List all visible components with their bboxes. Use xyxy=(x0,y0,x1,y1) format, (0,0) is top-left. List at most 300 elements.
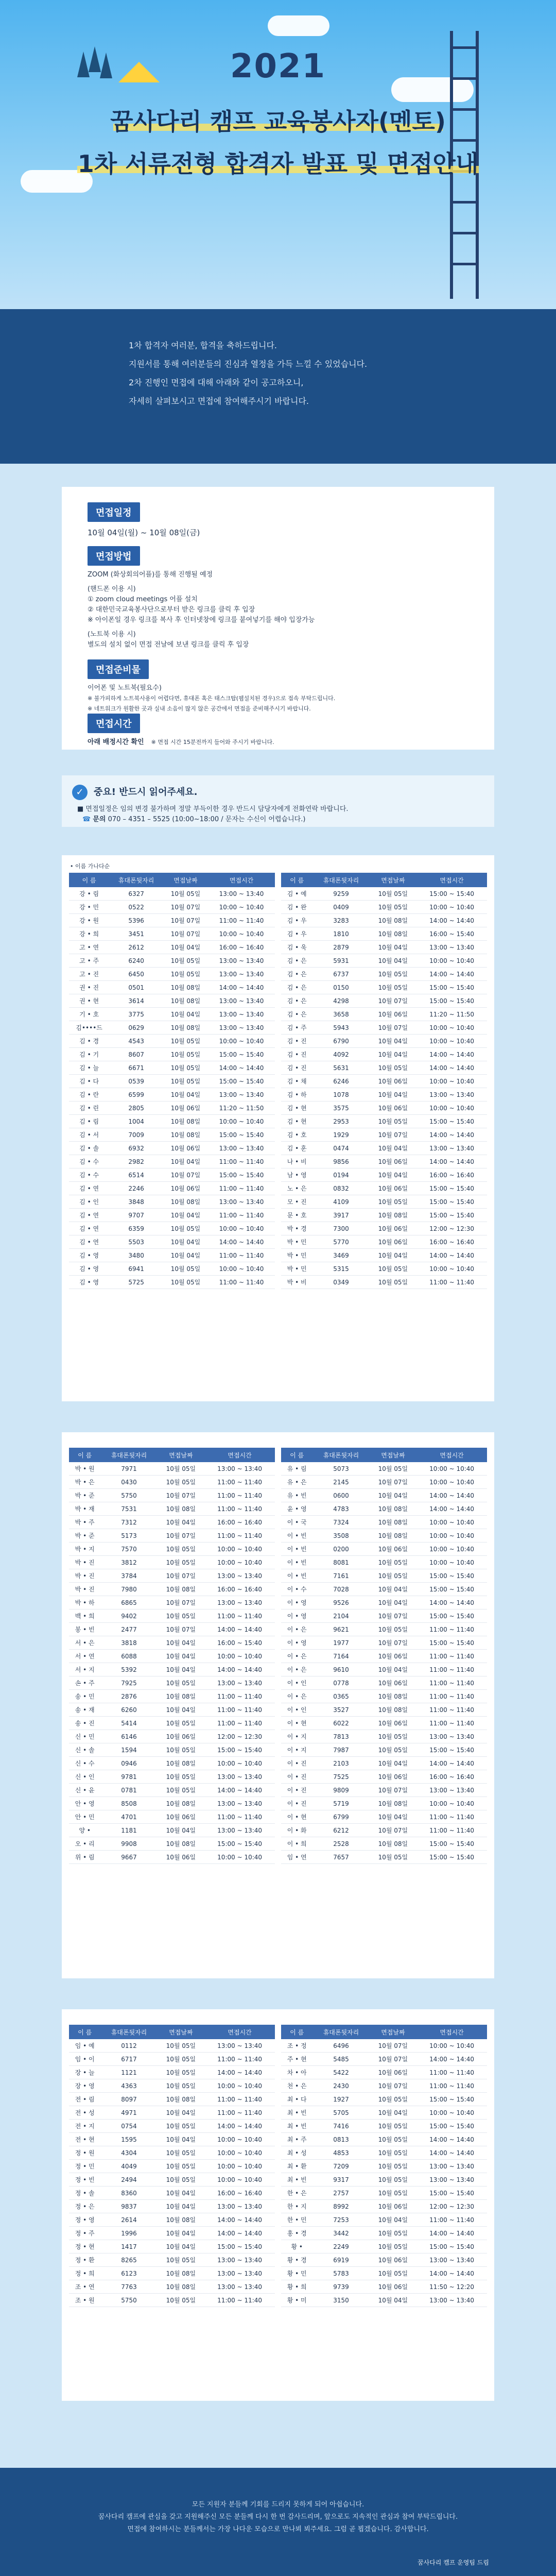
table-cell: 13:00 ~ 13:40 xyxy=(416,1730,487,1743)
table-row xyxy=(281,1676,487,1690)
table-cell: 2879 xyxy=(312,941,369,954)
method-title: 면접방법 xyxy=(88,546,140,566)
table-cell: 이 • 영 xyxy=(281,1636,312,1650)
table-cell: 김••••드 xyxy=(69,1021,109,1035)
table-cell: 10:00 ~ 10:40 xyxy=(208,1222,275,1235)
table-cell: 10월 04일 xyxy=(370,1249,417,1262)
table-cell: 10월 05일 xyxy=(370,901,417,914)
table-row xyxy=(281,1784,487,1797)
table-cell: 13:00 ~ 13:40 xyxy=(208,954,275,968)
table-cell: 10월 05일 xyxy=(370,1623,417,1636)
table-row xyxy=(69,901,275,914)
table-cell: 15:00 ~ 15:40 xyxy=(416,1837,487,1851)
table-cell: 10월 04일 xyxy=(158,1650,205,1663)
table-cell: 10월 04일 xyxy=(370,1142,417,1155)
table-cell: 12:00 ~ 12:30 xyxy=(416,2200,487,2213)
table-cell: 차 • 아 xyxy=(281,2066,312,2079)
table-cell: 11:00 ~ 11:40 xyxy=(416,1676,487,1690)
table-cell: 정 • 원 xyxy=(69,2146,100,2160)
table-cell: 16:00 ~ 16:40 xyxy=(416,1770,487,1784)
table-cell: 10월 07일 xyxy=(163,927,208,941)
table-cell: 14:00 ~ 14:40 xyxy=(416,1489,487,1502)
table-cell: 6919 xyxy=(312,2253,369,2267)
table-cell: 10:00 ~ 10:40 xyxy=(416,954,487,968)
table-cell: 이 • 영 xyxy=(281,1596,312,1609)
table-cell: 13:00 ~ 13:40 xyxy=(208,968,275,981)
table-cell: 3283 xyxy=(312,914,369,927)
table-cell: 10월 08일 xyxy=(163,1128,208,1142)
table-cell: 13:00 ~ 13:40 xyxy=(416,2294,487,2307)
table-cell: 10월 05일 xyxy=(158,1784,205,1797)
table-row xyxy=(69,1797,275,1810)
table-row xyxy=(281,2039,487,2053)
table-cell: 1594 xyxy=(100,1743,157,1757)
table-cell: 강 • 림 xyxy=(69,887,109,901)
table-cell: 최 • 다 xyxy=(281,2093,312,2106)
table-cell: 서 • 은 xyxy=(69,1636,100,1650)
table-row xyxy=(281,1276,487,1289)
table-cell: 11:00 ~ 11:40 xyxy=(204,1529,275,1543)
table-row xyxy=(69,1476,275,1489)
column-header: 면접날짜 xyxy=(370,1448,417,1462)
footer xyxy=(0,2468,556,2576)
table-row xyxy=(69,2066,275,2079)
table-row xyxy=(281,914,487,927)
table-cell: 11:00 ~ 11:40 xyxy=(416,2213,487,2227)
table-cell: 이 • 은 xyxy=(281,1663,312,1676)
column-header: 휴대폰뒷자리 xyxy=(100,2025,157,2039)
table-cell: 15:00 ~ 15:40 xyxy=(416,1851,487,1864)
table-cell: 10월 05일 xyxy=(370,2173,417,2187)
table-row xyxy=(69,2053,275,2066)
table-cell: 10월 04일 xyxy=(163,941,208,954)
table-cell: 10:00 ~ 10:40 xyxy=(204,1556,275,1569)
table-cell: 10월 04일 xyxy=(163,1249,208,1262)
table-cell: 13:00 ~ 13:40 xyxy=(204,2253,275,2267)
table-cell: 2982 xyxy=(109,1155,163,1168)
table-cell: 김 • 린 xyxy=(69,1101,109,1115)
table-cell: 한 • 민 xyxy=(281,2213,312,2227)
table-cell: 5392 xyxy=(100,1663,157,1676)
table-cell: 2953 xyxy=(312,1115,369,1128)
table-cell: 5503 xyxy=(109,1235,163,1249)
table-cell: 14:00 ~ 14:40 xyxy=(416,1128,487,1142)
table-cell: 16:00 ~ 16:40 xyxy=(416,1235,487,1249)
table-cell: 김 • 완 xyxy=(281,901,312,914)
table-cell: 임 • 이 xyxy=(69,2053,100,2066)
table-cell: 6246 xyxy=(312,1075,369,1088)
table-row xyxy=(69,887,275,901)
table-cell: 최 • 빈 xyxy=(281,2106,312,2120)
table-cell: 7971 xyxy=(100,1462,157,1476)
table-cell: 16:00 ~ 16:40 xyxy=(204,2187,275,2200)
table-row xyxy=(281,2066,487,2079)
table-cell: 10월 04일 xyxy=(163,1008,208,1021)
table-cell: 정 • 현 xyxy=(69,2240,100,2253)
table-cell: 0832 xyxy=(312,1182,369,1195)
table-row xyxy=(281,1583,487,1596)
table-row xyxy=(281,1703,487,1717)
table-cell: 1810 xyxy=(312,927,369,941)
table-cell: 최 • 주 xyxy=(281,2133,312,2146)
table-cell: 6260 xyxy=(100,1703,157,1717)
table-cell: 16:00 ~ 15:40 xyxy=(416,927,487,941)
table-row xyxy=(69,1650,275,1663)
table-row xyxy=(281,2106,487,2120)
table-cell: 0365 xyxy=(312,1690,369,1703)
table-cell: 10월 08일 xyxy=(158,1757,205,1770)
table-cell: 2494 xyxy=(100,2173,157,2187)
table-cell: 11:00 ~ 11:40 xyxy=(208,1182,275,1195)
table-cell: 3150 xyxy=(312,2294,369,2307)
table-cell: 이 • 희 xyxy=(281,1837,312,1851)
table-row xyxy=(69,2133,275,2146)
table-cell: 14:00 ~ 14:40 xyxy=(416,2146,487,2160)
table-cell: 10월 05일 xyxy=(158,1770,205,1784)
method-line: ② 대한민국교육봉사단으로부터 받은 링크를 클릭 후 입장 xyxy=(88,606,255,614)
table-cell: 10월 06일 xyxy=(158,1810,205,1824)
table-cell: 7980 xyxy=(100,1583,157,1596)
table-row xyxy=(69,1209,275,1222)
table-cell: 김 • 연 xyxy=(69,1222,109,1235)
intro-line: 자세히 살펴보시고 면접에 참여해주시기 바랍니다. xyxy=(129,396,309,406)
method-line: ※ 아이폰일 경우 링크를 복사 후 인터넷창에 링크를 붙여넣기를 해야 입장가능 xyxy=(88,616,315,624)
table-cell: 이 • 수 xyxy=(281,1583,312,1596)
table-cell: 14:00 ~ 14:40 xyxy=(204,2066,275,2079)
table-row xyxy=(281,1476,487,1489)
table-cell: 7925 xyxy=(100,1676,157,1690)
table-cell: 10월 04일 xyxy=(158,2200,205,2213)
table-cell: 8360 xyxy=(100,2187,157,2200)
table-cell: 10월 08일 xyxy=(370,914,417,927)
table-cell: 10월 05일 xyxy=(158,2120,205,2133)
table-cell: 14:00 ~ 14:40 xyxy=(416,1061,487,1075)
table-row xyxy=(69,1784,275,1797)
table-row xyxy=(69,1824,275,1837)
table-cell: 이 • 은 xyxy=(281,1623,312,1636)
table-cell: 2145 xyxy=(312,1476,369,1489)
table-cell: 11:00 ~ 11:40 xyxy=(204,1810,275,1824)
column-header: 이 름 xyxy=(281,873,312,887)
table-cell: 10월 05일 xyxy=(370,2267,417,2280)
table-cell: 김 • 은 xyxy=(281,954,312,968)
notice-line: ■ 면접일정은 임의 변경 불가하며 정말 부득이한 경우 반드시 담당자에게 전화연락 바랍니다. xyxy=(77,805,349,813)
table-cell: 6240 xyxy=(109,954,163,968)
table-cell: 1121 xyxy=(100,2066,157,2079)
table-cell: 이 • 은 xyxy=(281,1650,312,1663)
table-cell: 10:00 ~ 10:40 xyxy=(204,1757,275,1770)
time-title: 면접시간 xyxy=(88,714,140,733)
table-cell: 14:00 ~ 14:40 xyxy=(204,2213,275,2227)
table-cell: 이 • 진 xyxy=(281,1797,312,1810)
table-cell: 10월 04일 xyxy=(370,1810,417,1824)
table-cell: 11:00 ~ 11:40 xyxy=(208,914,275,927)
table-cell: 7009 xyxy=(109,1128,163,1142)
table-cell: 10월 05일 xyxy=(163,1048,208,1061)
table-cell: 2876 xyxy=(100,1690,157,1703)
table-cell: 10월 08일 xyxy=(370,1837,417,1851)
table-cell: 15:00 ~ 15:40 xyxy=(416,1569,487,1583)
table-cell: 5750 xyxy=(100,1489,157,1502)
table-cell: 10월 04일 xyxy=(370,2213,417,2227)
table-cell: 11:00 ~ 11:40 xyxy=(416,2079,487,2093)
schedule-table xyxy=(69,2025,275,2307)
column-header: 면접시간 xyxy=(204,1448,275,1462)
table-cell: 10월 04일 xyxy=(158,2240,205,2253)
table-cell: 이 • 지 xyxy=(281,1730,312,1743)
table-row xyxy=(281,2079,487,2093)
table-cell: 신 • 민 xyxy=(69,1730,100,1743)
table-cell: 5931 xyxy=(312,954,369,968)
table-row xyxy=(69,1155,275,1168)
table-cell: 김 • 다 xyxy=(69,1075,109,1088)
table-row xyxy=(69,1690,275,1703)
table-cell: 13:00 ~ 13:40 xyxy=(208,1021,275,1035)
table-cell: 이 • 진 xyxy=(281,1770,312,1784)
contact-number: 070 – 4351 – 5525 (10:00~18:00 / 문자는 수신이 어렵습니다.) xyxy=(108,816,306,823)
table-cell: 10월 06일 xyxy=(370,1676,417,1690)
table-cell: 7531 xyxy=(100,1502,157,1516)
table-cell: 10월 08일 xyxy=(370,1209,417,1222)
table-cell: 10월 05일 xyxy=(370,1851,417,1864)
table-cell: 봉 • 빈 xyxy=(69,1623,100,1636)
table-cell: 10월 08일 xyxy=(370,1703,417,1717)
table-cell: 10월 08일 xyxy=(163,1195,208,1209)
table-cell: 9856 xyxy=(312,1155,369,1168)
table-cell: 5396 xyxy=(109,914,163,927)
table-row xyxy=(69,1569,275,1583)
interview-info-panel xyxy=(62,487,494,750)
table-cell: 박 • 민 xyxy=(281,1249,312,1262)
table-row xyxy=(69,2267,275,2280)
table-cell: 9739 xyxy=(312,2280,369,2294)
table-header-row xyxy=(281,2025,487,2039)
table-cell: 10월 08일 xyxy=(158,1502,205,1516)
table-cell: 15:00 ~ 15:40 xyxy=(416,1182,487,1195)
table-cell: 신 • 인 xyxy=(69,1770,100,1784)
table-cell: 8508 xyxy=(100,1797,157,1810)
method-line: ZOOM (화상회의어플)를 통해 진행될 예정 xyxy=(88,571,213,579)
table-cell: 10월 05일 xyxy=(370,1262,417,1276)
intro-line: 1차 합격자 여러분, 합격을 축하드립니다. xyxy=(129,341,277,350)
time-note: ※ 면접 시간 15분전까지 들어와 주시기 바랍니다. xyxy=(151,739,274,745)
table-cell: 9402 xyxy=(100,1609,157,1623)
table-cell: 10월 08일 xyxy=(370,1529,417,1543)
table-cell: 15:00 ~ 15:40 xyxy=(416,1743,487,1757)
table-cell: 황 • 미 xyxy=(281,2294,312,2307)
table-row xyxy=(69,2146,275,2160)
column-header: 휴대폰뒷자리 xyxy=(312,2025,369,2039)
table-cell: 15:00 ~ 15:40 xyxy=(204,2240,275,2253)
table-cell: 7161 xyxy=(312,1569,369,1583)
table-row xyxy=(281,2053,487,2066)
schedule-table xyxy=(281,873,487,1289)
prep-line: ※ 불가피하게 노트북사용이 어렵다면, 휴대폰 혹은 태스크탑(웹설치된 경우)으로 접속 부탁드립니다. xyxy=(88,695,336,702)
table-cell: 13:00 ~ 13:40 xyxy=(416,2173,487,2187)
table-cell: 박 • 준 xyxy=(69,1529,100,1543)
table-row xyxy=(69,1182,275,1195)
column-header: 면접시간 xyxy=(204,2025,275,2039)
table-cell: 10:00 ~ 10:40 xyxy=(208,927,275,941)
table-cell: 14:00 ~ 14:40 xyxy=(416,2267,487,2280)
table-cell: 1595 xyxy=(100,2133,157,2146)
table-cell: 정 • 영 xyxy=(69,2213,100,2227)
schedule-table xyxy=(281,1448,487,1864)
table-cell: 유 • 림 xyxy=(281,1462,312,1476)
time-label: 아래 배정시간 확인 xyxy=(88,738,144,746)
table-row xyxy=(281,1182,487,1195)
table-row xyxy=(281,1650,487,1663)
table-cell: 15:00 ~ 15:40 xyxy=(416,887,487,901)
table-cell: 11:00 ~ 11:40 xyxy=(416,2066,487,2079)
table-cell: 박 • 원 xyxy=(69,1462,100,1476)
table-row xyxy=(281,2280,487,2294)
table-cell: 정 • 솔 xyxy=(69,2187,100,2200)
table-cell: 10월 08일 xyxy=(370,1797,417,1810)
method-line: 별도의 설치 없이 면접 전날에 보낸 링크를 클릭 후 입장 xyxy=(88,641,249,649)
table-cell: 10월 05일 xyxy=(158,1543,205,1556)
table-cell: 3917 xyxy=(312,1209,369,1222)
table-row xyxy=(281,2240,487,2253)
table-cell: 0501 xyxy=(109,981,163,994)
table-cell: 김 • 수 xyxy=(69,1168,109,1182)
table-row xyxy=(69,1623,275,1636)
table-cell: 10월 05일 xyxy=(370,2187,417,2200)
table-cell: 10월 05일 xyxy=(163,1276,208,1289)
table-cell: 10월 06일 xyxy=(370,1182,417,1195)
table-row xyxy=(69,1770,275,1784)
table-cell: 10월 07일 xyxy=(370,1784,417,1797)
table-cell: 14:00 ~ 14:40 xyxy=(416,2133,487,2146)
table-cell: 한 • 지 xyxy=(281,2200,312,2213)
table-row xyxy=(69,2227,275,2240)
notice-title: 중요! 반드시 읽어주세요. xyxy=(94,787,198,798)
table-row xyxy=(281,1021,487,1035)
table-cell: 0349 xyxy=(312,1276,369,1289)
table-cell: 3614 xyxy=(109,994,163,1008)
table-cell: 7324 xyxy=(312,1516,369,1529)
table-row xyxy=(69,2280,275,2294)
table-cell: 9908 xyxy=(100,1837,157,1851)
table-cell: 10월 07일 xyxy=(370,2053,417,2066)
table-row xyxy=(281,1770,487,1784)
table-cell: 김 • 연 xyxy=(69,1182,109,1195)
table-cell: 정 • 은 xyxy=(69,2200,100,2213)
table-cell: 14:00 ~ 14:40 xyxy=(416,1249,487,1262)
table-row xyxy=(69,1276,275,1289)
table-cell: 10월 07일 xyxy=(158,1489,205,1502)
table-row xyxy=(281,2267,487,2280)
table-row xyxy=(69,1516,275,1529)
table-cell: 13:00 ~ 13:40 xyxy=(416,1088,487,1101)
table-cell: 10월 05일 xyxy=(370,2240,417,2253)
table-row xyxy=(281,1155,487,1168)
table-cell: 10월 06일 xyxy=(370,1008,417,1021)
table-cell: 4971 xyxy=(100,2106,157,2120)
table-cell: 4543 xyxy=(109,1035,163,1048)
table-cell: 8607 xyxy=(109,1048,163,1061)
table-cell: 김 • 늘 xyxy=(69,1061,109,1075)
table-cell: 13:00 ~ 13:40 xyxy=(204,2039,275,2053)
schedule-table-panel xyxy=(62,2009,494,2401)
table-cell: 박 • 지 xyxy=(69,1543,100,1556)
table-cell: 13:00 ~ 13:40 xyxy=(204,1596,275,1609)
table-cell: 서 • 연 xyxy=(69,1650,100,1663)
table-cell: 김 • 림 xyxy=(69,1115,109,1128)
table-cell: 16:00 ~ 16:40 xyxy=(204,1516,275,1529)
contact-label: 문의 xyxy=(93,816,106,823)
page-year: 2021 xyxy=(230,47,326,86)
column-header: 면접날짜 xyxy=(163,873,208,887)
table-row xyxy=(281,1235,487,1249)
table-cell: 5705 xyxy=(312,2106,369,2120)
table-row xyxy=(69,1128,275,1142)
table-cell: 15:00 ~ 15:40 xyxy=(416,2240,487,2253)
table-cell: 조 • 정 xyxy=(281,2039,312,2053)
table-row xyxy=(69,1556,275,1569)
table-cell: 5770 xyxy=(312,1235,369,1249)
table-cell: 11:00 ~ 11:40 xyxy=(204,1609,275,1623)
table-cell: 6450 xyxy=(109,968,163,981)
table-cell: 10월 06일 xyxy=(370,2280,417,2294)
table-row xyxy=(281,1075,487,1088)
table-cell: 7763 xyxy=(100,2280,157,2294)
table-cell: 임 • 예 xyxy=(69,2039,100,2053)
table-cell: 9610 xyxy=(312,1663,369,1676)
table-cell: 0600 xyxy=(312,1489,369,1502)
table-cell: 10월 08일 xyxy=(370,927,417,941)
table-cell: 6599 xyxy=(109,1088,163,1101)
table-caption: • 이름 가나다순 xyxy=(70,863,110,870)
table-cell: 10월 04일 xyxy=(158,2133,205,2146)
table-cell: 김 • 은 xyxy=(281,994,312,1008)
table-cell: 10월 08일 xyxy=(163,1115,208,1128)
table-cell: 황 • xyxy=(281,2240,312,2253)
table-row xyxy=(69,1075,275,1088)
table-cell: 3451 xyxy=(109,927,163,941)
table-cell: 13:00 ~ 13:40 xyxy=(208,1142,275,1155)
table-cell: 서 • 지 xyxy=(69,1663,100,1676)
table-row xyxy=(69,1851,275,1864)
table-cell: 송 • 재 xyxy=(69,1703,100,1717)
table-cell: 11:00 ~ 11:40 xyxy=(208,1249,275,1262)
table-cell: 3480 xyxy=(109,1249,163,1262)
table-cell: 13:00 ~ 13:40 xyxy=(416,2160,487,2173)
table-row xyxy=(69,1168,275,1182)
column-header: 면접시간 xyxy=(208,873,275,887)
table-row xyxy=(281,1462,487,1476)
table-cell: 11:00 ~ 11:40 xyxy=(204,1717,275,1730)
table-cell: 박 • 진 xyxy=(69,1556,100,1569)
table-cell: 박 • 진 xyxy=(69,1569,100,1583)
table-cell: 10월 06일 xyxy=(163,1182,208,1195)
table-cell: 14:00 ~ 14:40 xyxy=(204,1663,275,1676)
table-cell: 박 • 경 xyxy=(281,1222,312,1235)
table-cell: 10월 05일 xyxy=(158,1556,205,1569)
table-cell: 10월 07일 xyxy=(370,1128,417,1142)
table-cell: 15:00 ~ 15:40 xyxy=(416,994,487,1008)
table-cell: 3818 xyxy=(100,1636,157,1650)
table-cell: 11:00 ~ 11:40 xyxy=(416,1703,487,1717)
table-cell: 10월 08일 xyxy=(158,1690,205,1703)
table-cell: 10월 08일 xyxy=(158,1797,205,1810)
table-cell: 이 • 은 xyxy=(281,1690,312,1703)
table-cell: 김 • 은 xyxy=(281,1008,312,1021)
column-header: 면접날짜 xyxy=(158,2025,205,2039)
table-cell: 10월 07일 xyxy=(370,1636,417,1650)
table-cell: 10월 05일 xyxy=(163,1035,208,1048)
table-row xyxy=(281,1115,487,1128)
